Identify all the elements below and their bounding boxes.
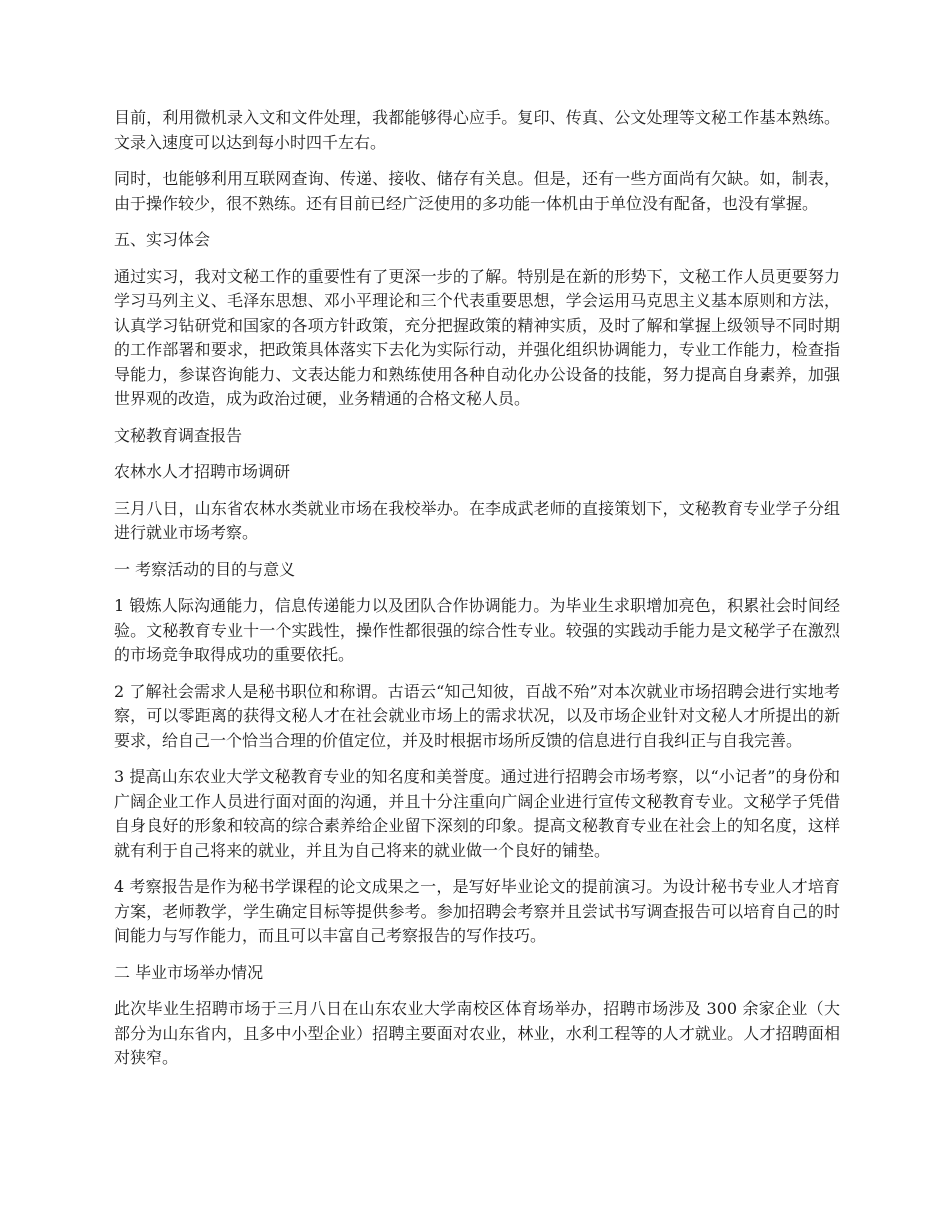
list-item-purpose-1: 1 锻炼人际沟通能力，信息传递能力以及团队合作协调能力。为毕业生求职增加亮色，积累社会时间经验。文秘教育专业十一个实践性，操作性都很强的综合性专业。较强的实践动手能力是文秘学子在激烈的市场竞争取得成功的重要依托。 (114, 596, 840, 664)
paragraph-typing-skills: 目前，利用微机录入文和文件处理，我都能够得心应手。复印、传真、公文处理等文秘工作基本熟练。文录入速度可以达到每小时四千左右。 (114, 108, 840, 152)
document-page (114, 106, 840, 1083)
list-item-purpose-3: 3 提高山东农业大学文秘教育专业的知名度和美誉度。通过进行招聘会市场考察，以“小记者”的身份和广阔企业工作人员进行面对面的沟通，并且十分注重向广阔企业进行宣传文秘教育专业。文秘学子凭借自身良好的形象和较高的综合素养给企业留下深刻的印象。提高文秘教育专业在社会上的知名度，这样就有利于自己将来的就业，并且为自己将来的就业做一个良好的铺垫。 (114, 767, 840, 860)
section-heading-purpose: 一 考察活动的目的与意义 (114, 559, 296, 579)
paragraph-internship-reflection: 通过实习，我对文秘工作的重要性有了更深一步的了解。特别是在新的形势下，文秘工作人员更要努力学习马列主义、毛泽东思想、邓小平理论和三个代表重要思想，学会运用马克思主义基本原则和方法，认真学习钻研党和国家的各项方针政策，充分把握政策的精神实质，及时了解和掌握上级领导不同时期的工作部署和要求，把政策具体落实下去化为实际行动，并强化组织协调能力，专业工作能力，检查指导能力，参谋咨询能力、文表达能力和熟练使用各种自动化办公设备的技能，努力提高自身素养，加强世界观的改造，成为政治过硬，业务精通的合格文秘人员。 (114, 266, 840, 408)
section-heading-market-situation: 二 毕业市场举办情况 (114, 962, 264, 982)
document-subtitle-market-research: 农林水人才招聘市场调研 (114, 462, 291, 481)
paragraph-internet-skills: 同时，也能够利用互联网查询、传递、接收、储存有关息。但是，还有一些方面尚有欠缺。如，制表，由于操作较少，很不熟练。还有目前已经广泛使用的多功能一体机由于单位没有配备，也没有掌握。 (114, 169, 840, 213)
paragraph-market-situation: 此次毕业生招聘市场于三月八日在山东农业大学南校区体育场举办，招聘市场涉及 300 余家企业（大部分为山东省内，且多中小型企业）招聘主要面对农业，林业，水利工程等的人才就业。人才招聘面相对狭窄。 (114, 999, 840, 1067)
paragraph-march-eighth-event: 三月八日，山东省农林水类就业市场在我校举办。在李成武老师的直接策划下，文秘教育专业学子分组进行就业市场考察。 (114, 498, 840, 542)
document-title-survey-report: 文秘教育调查报告 (114, 425, 243, 445)
list-item-purpose-2: 2 了解社会需求人是秘书职位和称谓。古语云“知己知彼，百战不殆”对本次就业市场招聘会进行实地考察，可以零距离的获得文秘人才在社会就业市场上的需求状况，以及市场企业针对文秘人才所提出的新要求，给自己一个恰当合理的价值定位，并及时根据市场所反馈的信息进行自我纠正与自我完善。 (114, 681, 840, 750)
list-item-purpose-4: 4 考察报告是作为秘书学课程的论文成果之一，是写好毕业论文的提前演习。为设计秘书专业人才培育方案，老师教学，学生确定目标等提供参考。参加招聘会考察并且尝试书写调查报告可以培育自己的时间能力与写作能力，而且可以丰富自己考察报告的写作技巧。 (114, 877, 840, 945)
section-heading-internship-reflection: 五、实习体会 (114, 230, 211, 249)
